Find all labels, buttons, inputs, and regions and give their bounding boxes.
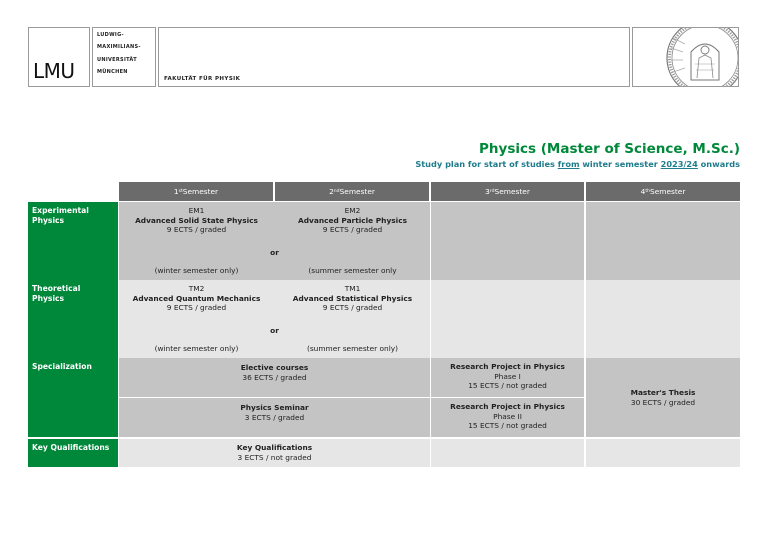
semester-1-label: Semester	[182, 187, 219, 196]
tm2-note: (winter semester only)	[154, 344, 239, 353]
category-specialization: Specialization	[28, 358, 118, 437]
masters-thesis-cell	[586, 358, 740, 437]
category-experimental-line-1: Experimental	[32, 206, 89, 215]
subtitle-part-3: onwards	[697, 159, 740, 169]
rp1-ects: 15 ECTS / not graded	[468, 381, 547, 390]
category-theoretical-line-1: Theoretical	[32, 284, 81, 293]
physics-seminar-cell	[119, 398, 430, 437]
semester-3-number: 3	[485, 187, 490, 196]
semester-header-2	[275, 182, 429, 201]
key-sem4-empty	[586, 439, 740, 467]
experimental-or: or	[270, 248, 279, 257]
rp2-name: Research Project in Physics	[450, 402, 565, 411]
category-theoretical-line-2: Physics	[32, 293, 65, 303]
seminar-ects: 3 ECTS / graded	[244, 412, 305, 422]
semester-header-1	[119, 182, 273, 201]
experimental-modules-cell	[119, 202, 430, 280]
faculty-name: FAKULTÄT FÜR PHYSIK	[164, 76, 241, 82]
seal-icon	[633, 28, 739, 87]
elective-ects: 36 ECTS / graded	[242, 372, 307, 382]
key-sem3-empty	[431, 439, 584, 467]
elective-courses-cell	[119, 358, 430, 397]
faculty-box	[158, 27, 630, 87]
semester-1-number: 1	[173, 187, 179, 196]
page-title: Physics (Master of Science, M.Sc.)	[479, 141, 740, 157]
page-subtitle	[415, 159, 740, 169]
subtitle-part-1: Study plan for start of studies	[415, 159, 558, 169]
subtitle-year: 2023/24	[660, 159, 698, 169]
theoretical-modules-cell	[119, 280, 430, 358]
semester-4-sup: th	[645, 189, 651, 194]
em1-ects: 9 ECTS / graded	[166, 225, 227, 234]
thesis-name: Master's Thesis	[630, 388, 696, 397]
lmu-logo-text: LMU	[33, 59, 75, 83]
module-tm1	[275, 284, 430, 313]
key-name: Key Qualifications	[236, 443, 313, 452]
semester-header-3	[431, 182, 584, 201]
experimental-sem4-empty	[586, 202, 740, 280]
university-line-3: UNIVERSITÄT	[97, 56, 137, 63]
rp1-phase: Phase I	[494, 371, 521, 381]
elective-name: Elective courses	[240, 363, 309, 372]
subtitle-part-2: winter semester	[579, 159, 661, 169]
university-name	[92, 27, 156, 87]
theoretical-sem4-empty	[586, 280, 740, 358]
key-ects: 3 ECTS / not graded	[237, 452, 312, 462]
page-header	[28, 27, 739, 87]
em1-code: EM1	[188, 206, 205, 215]
category-key-qualifications: Key Qualifications	[28, 439, 118, 467]
module-em1	[119, 206, 274, 235]
tm1-note: (summer semester only)	[306, 344, 399, 353]
seminar-name: Physics Seminar	[240, 403, 309, 412]
key-qualifications-cell	[119, 439, 430, 467]
semester-4-number: 4	[640, 187, 646, 196]
theoretical-or: or	[270, 326, 279, 335]
research-project-2-cell	[431, 398, 584, 437]
semester-1-sup: st	[178, 189, 183, 194]
tm2-ects: 9 ECTS / graded	[166, 303, 227, 312]
category-experimental-line-2: Physics	[32, 215, 65, 225]
rp2-phase: Phase II	[493, 411, 522, 421]
theoretical-sem3-empty	[431, 280, 584, 358]
tm1-name: Advanced Statistical Physics	[292, 293, 413, 303]
lmu-logo	[28, 27, 90, 87]
semester-2-label: Semester	[339, 187, 375, 196]
em1-note: (winter semester only)	[154, 266, 239, 275]
semester-4-label: Semester	[650, 187, 686, 196]
rp1-name: Research Project in Physics	[450, 362, 565, 371]
university-line-1: LUDWIG-	[97, 31, 124, 38]
semester-2-number: 2	[329, 187, 334, 196]
em2-ects: 9 ECTS / graded	[322, 225, 383, 234]
tm1-ects: 9 ECTS / graded	[322, 303, 383, 312]
semester-3-sup: rd	[489, 189, 495, 194]
research-project-1-cell	[431, 358, 584, 397]
em2-name: Advanced Particle Physics	[298, 215, 407, 225]
university-line-2: MAXIMILIANS-	[97, 44, 141, 51]
semester-header-4	[586, 182, 740, 201]
tm2-code: TM2	[188, 284, 205, 293]
semester-3-label: Semester	[494, 187, 530, 196]
university-seal	[632, 27, 739, 87]
thesis-ects: 30 ECTS / graded	[630, 397, 696, 407]
rp2-ects: 15 ECTS / not graded	[468, 421, 547, 430]
semester-2-sup: nd	[333, 189, 340, 194]
tm2-name: Advanced Quantum Mechanics	[132, 293, 261, 303]
subtitle-from: from	[557, 159, 580, 169]
category-experimental-physics	[28, 202, 118, 280]
em1-name: Advanced Solid State Physics	[135, 215, 258, 225]
tm1-code: TM1	[344, 284, 361, 293]
university-line-4: MÜNCHEN	[97, 69, 128, 76]
experimental-sem3-empty	[431, 202, 584, 280]
em2-note: (summer semester only	[308, 266, 397, 275]
em2-code: EM2	[344, 206, 361, 215]
module-em2	[275, 206, 430, 235]
category-theoretical-physics	[28, 280, 118, 358]
module-tm2	[119, 284, 274, 313]
